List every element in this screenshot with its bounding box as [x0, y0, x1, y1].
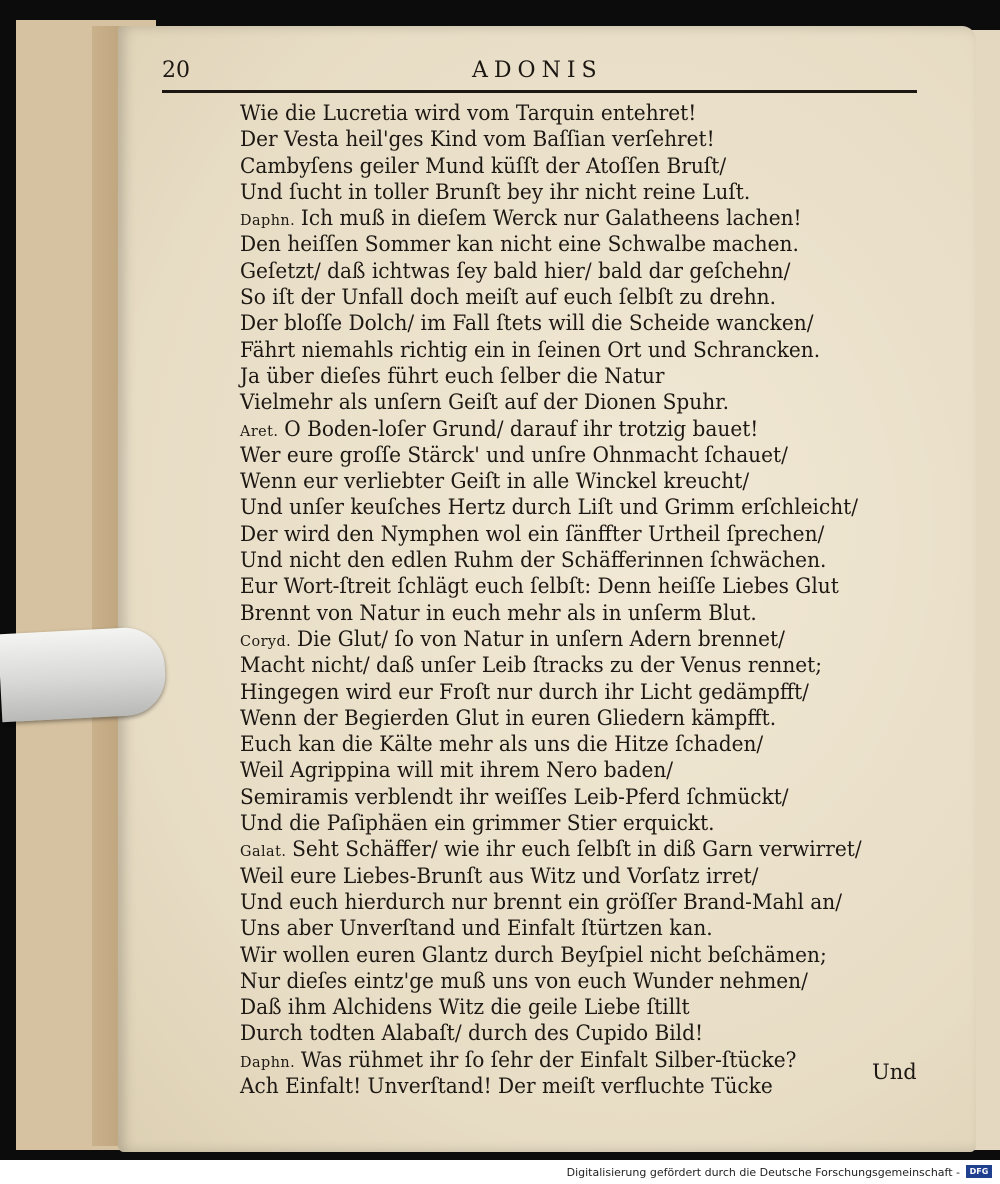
verse-text-span: Der Vesta heil'ges Kind vom Baſſian verſehret!	[240, 127, 715, 152]
verse-line	[240, 784, 900, 810]
verse-line	[240, 994, 900, 1020]
verse-text-span: So iſt der Unfall doch meiſt auf euch ſelbſt zu drehn.	[240, 285, 776, 310]
verse-text-span: Die Glut/ ſo von Natur in unſern Adern brennet/	[296, 626, 785, 651]
verse-line	[240, 231, 900, 257]
verse-line	[240, 468, 900, 494]
verse-text-span: Brennt von Natur in euch mehr als in unſerm Blut.	[240, 600, 757, 625]
verse-text-span: Weil eure Liebes-Brunſt aus Witz und Vorſatz irret/	[240, 863, 759, 888]
verse-text-span: Wer eure groſſe Stärck' und unſre Ohnmacht ſchauet/	[240, 442, 788, 467]
verse-line	[240, 600, 900, 626]
verse-line	[240, 442, 900, 468]
glass-clip	[0, 626, 167, 723]
running-title: ADONIS	[472, 58, 603, 83]
verse-text-span: Wir wollen euren Glantz durch Beyſpiel nicht beſchämen;	[240, 942, 827, 967]
funding-credit: Digitalisierung gefördert durch die Deutsche Forschungsgemeinschaft -	[566, 1166, 960, 1179]
verse-line	[240, 836, 900, 862]
verse-line	[240, 889, 900, 915]
verse-text-span: Und nicht den edlen Ruhm der Schäfferinnen ſchwächen.	[240, 548, 827, 573]
verse-line	[240, 626, 900, 652]
verse-text-span: Macht nicht/ daß unſer Leib ſtracks zu der Venus rennet;	[240, 653, 823, 678]
verse-line	[240, 810, 900, 836]
verse-line	[240, 1020, 900, 1046]
speaker-label: Daphn.	[240, 1052, 296, 1071]
verse-text-span: Ach Einfalt! Unverſtand! Der meiſt verfluchte Tücke	[240, 1073, 773, 1098]
verse-line	[240, 284, 900, 310]
verse-text-span: Seht Schäffer/ wie ihr euch ſelbſt in diß Garn verwirret/	[292, 837, 862, 862]
verse-line	[240, 179, 900, 205]
verse-line	[240, 416, 900, 442]
verse-line	[240, 153, 900, 179]
verse-text-span: Ich muß in dieſem Werck nur Galatheens lachen!	[300, 206, 802, 231]
verse-line	[240, 494, 900, 520]
verse-line	[240, 942, 900, 968]
verse-line	[240, 1073, 900, 1099]
footer-bar	[0, 1160, 1000, 1184]
verse-text-span: Der wird den Nymphen wol ein ſänffter Urtheil ſprechen/	[240, 521, 825, 546]
verse-text-span: Wenn eur verliebter Geiſt in alle Winckel kreucht/	[240, 469, 750, 494]
verse-text-span: Nur dieſes eintz'ge muß uns von euch Wunder nehmen/	[240, 968, 808, 993]
verse-text-span: Und ſucht in toller Brunſt bey ihr nicht reine Luſt.	[240, 179, 751, 204]
verse-line	[240, 705, 900, 731]
verse-text-span: Der bloſſe Dolch/ im Fall ſtets will die Scheide wancken/	[240, 311, 814, 336]
verse-text-span: Durch todten Alabaſt/ durch des Cupido Bild!	[240, 1021, 704, 1046]
verse-text-span: Semiramis verblendt ihr weiſſes Leib-Pferd ſchmückt/	[240, 784, 789, 809]
verse-text-span: Geſetzt/ daß ichtwas ſey bald hier/ bald dar geſchehn/	[240, 258, 791, 283]
page-number: 20	[162, 58, 190, 83]
verse-line	[240, 126, 900, 152]
verse-text-span: Weil Agrippina will mit ihrem Nero baden/	[240, 758, 674, 783]
speaker-label: Aret.	[240, 421, 279, 440]
verse-text-span: Uns aber Unverſtand und Einfalt ſtürtzen kan.	[240, 916, 713, 941]
verse-text-span: Und unſer keuſches Hertz durch Liſt und Grimm erſchleicht/	[240, 495, 859, 520]
verse-text	[240, 100, 930, 1099]
dfg-logo: DFG	[966, 1165, 992, 1178]
verse-line	[240, 679, 900, 705]
verse-line	[240, 652, 900, 678]
verse-line	[240, 521, 900, 547]
verse-text-span: Euch kan die Kälte mehr als uns die Hitze ſchaden/	[240, 732, 764, 757]
verse-text-span: Ja über dieſes führt euch ſelber die Natur	[240, 363, 665, 388]
verse-line	[240, 573, 900, 599]
page-header	[162, 58, 920, 98]
verse-text-span: Vielmehr als unſern Geiſt auf der Dionen Spuhr.	[240, 390, 729, 415]
verse-text-span: Und euch hierdurch nur brennt ein gröſſer Brand-Mahl an/	[240, 889, 842, 914]
verse-line	[240, 205, 900, 231]
verse-line	[240, 258, 900, 284]
verse-text-span: Und die Paſiphäen ein grimmer Stier erquickt.	[240, 811, 715, 836]
verse-text-span: Hingegen wird eur Froſt nur durch ihr Licht gedämpfft/	[240, 679, 809, 704]
verse-text-span: Was rühmet ihr ſo ſehr der Einfalt Silber-ſtücke?	[300, 1047, 797, 1072]
verse-line	[240, 337, 900, 363]
speaker-label: Daphn.	[240, 211, 296, 230]
speaker-label: Galat.	[240, 842, 287, 861]
verse-text-span: Cambyſens geiler Mund küſſt der Atoſſen Bruſt/	[240, 153, 727, 178]
catchword: Und	[872, 1060, 917, 1084]
verse-text-span: Daß ihm Alchidens Witz die geile Liebe ſtillt	[240, 995, 690, 1020]
verse-text-span: Eur Wort-ſtreit ſchlägt euch ſelbſt: Denn heiſſe Liebes Glut	[240, 574, 839, 599]
header-rule	[162, 90, 917, 93]
verse-line	[240, 757, 900, 783]
verse-line	[240, 547, 900, 573]
verse-line	[240, 731, 900, 757]
verse-line	[240, 968, 900, 994]
verse-text-span: Den heiſſen Sommer kan nicht eine Schwalbe machen.	[240, 232, 799, 257]
verse-line	[240, 389, 900, 415]
verse-text-span: Wenn der Begierden Glut in euren Gliedern kämpfft.	[240, 705, 777, 730]
verse-line	[240, 1047, 900, 1073]
verse-text-span: O Boden-loſer Grund/ darauf ihr trotzig bauet!	[284, 416, 759, 441]
verse-line	[240, 363, 900, 389]
verse-text-span: Fährt niemahls richtig ein in ſeinen Ort und Schrancken.	[240, 337, 821, 362]
verse-text-span: Wie die Lucretia wird vom Tarquin entehret!	[240, 101, 697, 125]
verse-line	[240, 863, 900, 889]
verse-line	[240, 915, 900, 941]
verse-line	[240, 100, 900, 126]
speaker-label: Coryd.	[240, 631, 292, 650]
facing-page-edge	[972, 30, 1000, 1150]
verse-line	[240, 310, 900, 336]
